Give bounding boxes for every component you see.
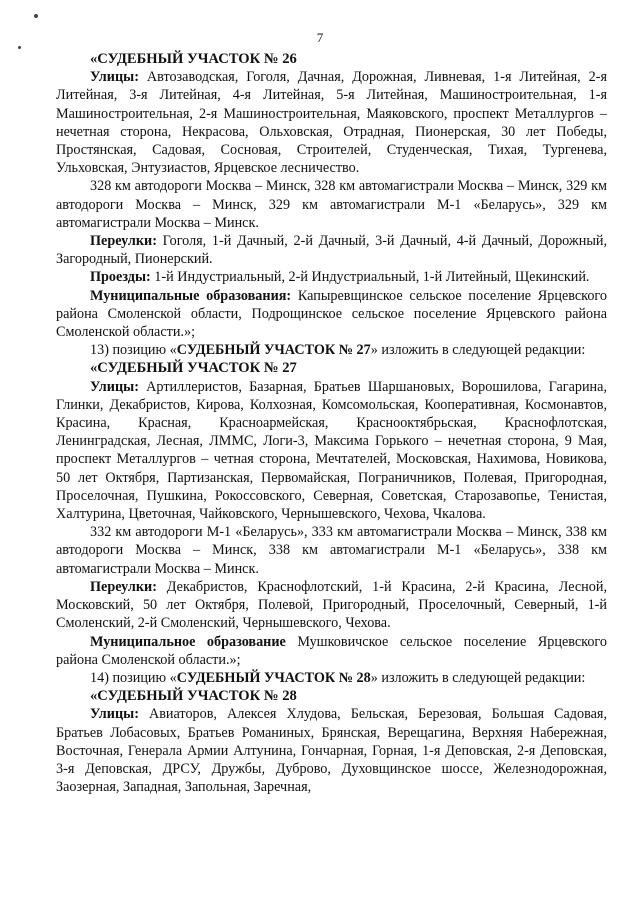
- paragraph: [56, 177, 607, 232]
- paragraph-label: СУДЕБНЫЙ УЧАСТОК № 28: [176, 669, 371, 686]
- section-heading: «СУДЕБНЫЙ УЧАСТОК № 27: [90, 360, 297, 377]
- paragraph: [56, 378, 607, 524]
- paragraph: [56, 341, 607, 359]
- paragraph-label: Муниципальное образование: [90, 633, 286, 650]
- scan-speck: [34, 14, 38, 18]
- paragraph: [56, 268, 607, 286]
- paragraph-text: Автозаводская, Гоголя, Дачная, Дорожная, Ливневая, 1-я Литейная, 2-я Литейная, 3-я Литейная, 4-я Литейная, 5-я Литейная, Машиностроительная, 1-я Машиностроительная, 2-я Машиностроительная, Маяковского, проспект Металлургов – нечетная сторона, Некрасова, Ольховская, Отрадная, Пионерская, 30 лет Победы, Простянская, Садовая, Сосновая, Строителей, Студенческая, Тихая, Тургенева, Ульховская, Энтузиастов, Ярцевское лесничество.: [56, 69, 607, 177]
- paragraph: [56, 232, 607, 268]
- paragraph-text: 328 км автодороги Москва – Минск, 328 км автомагистрали Москва – Минск, 329 км автодороги Москва – Минск, 329 км автомагистрали М-1 «Беларусь», 329 км автомагистрали Москва – Минск.: [56, 178, 607, 231]
- paragraph: [56, 523, 607, 578]
- scan-speck: [18, 46, 21, 49]
- paragraph: [56, 669, 607, 687]
- paragraph-label: Переулки:: [90, 578, 157, 595]
- paragraph-text: » изложить в следующей редакции:: [370, 669, 586, 686]
- paragraph-label: Улицы:: [90, 378, 139, 395]
- paragraph-label: Муниципальные образования:: [90, 287, 292, 304]
- paragraph: [56, 633, 607, 669]
- paragraph: [56, 287, 607, 342]
- page-number: 7: [316, 30, 324, 45]
- paragraph-text: » изложить в следующей редакции:: [370, 342, 586, 359]
- paragraph-text: Капыревщинское сельское поселение Ярцевского района Смоленской области, Подрощинское сельское поселение Ярцевского района Смоленской области.»;: [56, 287, 607, 341]
- paragraph-text: Гоголя, 1-й Дачный, 2-й Дачный, 3-й Дачный, 4-й Дачный, Дорожный, Загородный, Пионерский.: [56, 233, 607, 268]
- paragraph: [56, 705, 607, 796]
- paragraph-label: Проезды:: [90, 269, 151, 286]
- paragraph-prefix: 14) позицию «: [90, 669, 177, 686]
- section-heading: «СУДЕБНЫЙ УЧАСТОК № 26: [90, 51, 297, 67]
- paragraph: [56, 68, 607, 177]
- paragraph-text: 1-й Индустриальный, 2-й Индустриальный, 1-й Литейный, Щекинский.: [150, 269, 590, 286]
- paragraph-text: Авиаторов, Алексея Хлудова, Бельская, Березовая, Большая Садовая, Братьев Лобасовых, Братьев Романиных, Брянская, Верещагина, Верхняя Набережная, Восточная, Генерала Армии Алтунина, Гончарная, Горная, 1-я Деповская, 2-я Деповская, 3-я Деповская, ДРСУ, Дружбы, Дуброво, Духовщинское шоссе, Железнодорожная, Заозерная, Западная, Запольная, Заречная,: [56, 706, 607, 796]
- paragraph: [56, 578, 607, 633]
- paragraph-text: Артиллеристов, Базарная, Братьев Шаршановых, Ворошилова, Гагарина, Глинки, Декабристов, Кирова, Колхозная, Комсомольская, Кооперативная, Космонавтов, Красина, Красная, Красноармейская, Краснооктябрьская, Краснофлотская, Ленинградская, Лесная, ЛММС, Логи-3, Максима Горького – нечетная сторона, 9 Мая, проспект Металлургов – четная сторона, Мечтателей, Московская, Нахимова, Новикова, 50 лет Октября, Партизанская, Первомайская, Пограничников, Полевая, Пригородная, Проселочная, Пушкина, Рокоссовского, Северная, Советская, Старозавопье, Тенистая, Халтурина, Цветочная, Чайковского, Чернышевского, Чехова, Чкалова.: [56, 378, 607, 523]
- paragraph-label: СУДЕБНЫЙ УЧАСТОК № 27: [176, 342, 371, 359]
- paragraph-text: Мушковичское сельское поселение Ярцевского района Смоленской области.»;: [56, 633, 607, 668]
- document-body: [56, 50, 607, 796]
- paragraph-text: 332 км автодороги М-1 «Беларусь», 333 км автомагистрали Москва – Минск, 338 км автодороги Москва – Минск, 338 км автомагистрали М-1 «Беларусь», 338 км автомагистрали Москва – Минск.: [56, 524, 607, 577]
- paragraph-label: Переулки:: [90, 233, 157, 250]
- paragraph-prefix: 13) позицию «: [90, 342, 177, 359]
- paragraph-label: Улицы:: [90, 69, 139, 86]
- paragraph-text: Декабристов, Краснофлотский, 1-й Красина, 2-й Красина, Лесной, Московский, 50 лет Октября, Полевой, Пригородный, Проселочный, Северный, 1-й Смоленский, 2-й Смоленский, Чернышевского, Чехова.: [56, 578, 607, 632]
- section-heading: «СУДЕБНЫЙ УЧАСТОК № 28: [90, 688, 297, 705]
- paragraph-label: Улицы:: [90, 706, 139, 723]
